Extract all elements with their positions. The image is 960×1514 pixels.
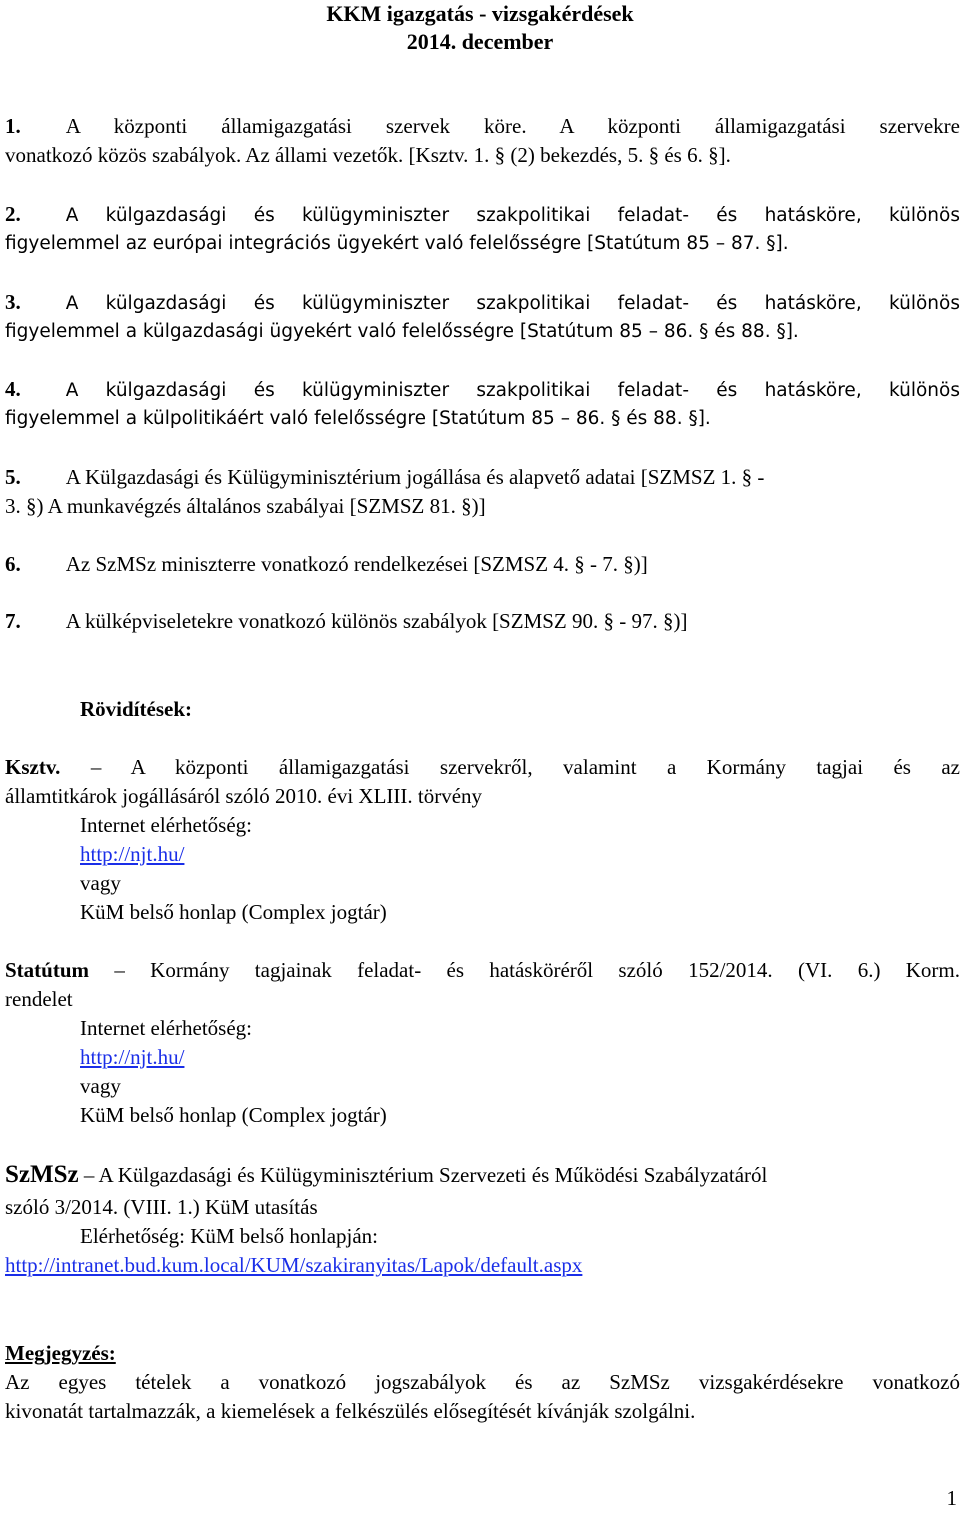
question-5-line-1 xyxy=(5,463,764,492)
question-text: Az SzMSz miniszterre vonatkozó rendelkezései [SZMSZ 4. § - 7. §)] xyxy=(65,552,648,576)
question-number: 7. xyxy=(5,609,21,633)
statutum-access-label: Internet elérhetőség: xyxy=(80,1016,252,1040)
document-title: KKM igazgatás - vizsgakérdések xyxy=(326,1,634,26)
szmsz-term: SzMSz xyxy=(5,1161,79,1188)
ksztv-or: vagy xyxy=(80,871,121,895)
question-number: 3. xyxy=(5,290,21,314)
question-4-line-2: figyelemmel a külpolitikáért való felelősségre [Statútum 85 – 86. § és 88. §]. xyxy=(5,408,711,429)
statutum-or: vagy xyxy=(80,1074,121,1098)
question-number: 1. xyxy=(5,114,21,138)
note-text-1: Az egyes tételek a vonatkozó jogszabályok és az SzMSz vizsgakérdésekre vonatkozó xyxy=(5,1370,960,1394)
note-line-1 xyxy=(5,1368,960,1397)
question-1-line-1 xyxy=(5,112,960,141)
szmsz-link[interactable]: http://intranet.bud.kum.local/KUM/szakiranyitas/Lapok/default.aspx xyxy=(5,1253,583,1277)
ksztv-link[interactable]: http://njt.hu/ xyxy=(80,842,185,866)
question-2-line-1 xyxy=(5,200,960,230)
statutum-line-2: rendelet xyxy=(5,987,73,1011)
question-number: 2. xyxy=(5,202,21,226)
statutum-link[interactable]: http://njt.hu/ xyxy=(80,1045,185,1069)
question-6-line-1 xyxy=(5,550,648,579)
question-text: A Külgazdasági és Külügyminisztérium jogállása és alapvető adatai [SZMSZ 1. § - xyxy=(65,465,765,489)
statutum-term: Statútum xyxy=(5,958,90,982)
question-4-line-1 xyxy=(5,375,960,405)
statutum-description: – Kormány tagjainak feladat- és hatásköréről szóló 152/2014. (VI. 6.) Korm. xyxy=(114,958,960,982)
question-3-line-1 xyxy=(5,288,960,318)
question-2-line-2: figyelemmel az európai integrációs ügyekért való felelősségre [Statútum 85 – 87. §]. xyxy=(5,233,789,254)
ksztv-line-1 xyxy=(5,753,960,782)
question-number: 6. xyxy=(5,552,21,576)
szmsz-access-label: Elérhetőség: KüM belső honlapján: xyxy=(80,1224,379,1248)
question-5-line-2: 3. §) A munkavégzés általános szabályai [SZMSZ 81. §)] xyxy=(5,494,486,518)
question-1-line-2: vonatkozó közös szabályok. Az állami vezetők. [Ksztv. 1. § (2) bekezdés, 5. § és 6. §]. xyxy=(5,143,731,167)
question-3-line-2: figyelemmel a külgazdasági ügyekért való felelősségre [Statútum 85 – 86. § és 88. §]. xyxy=(5,321,799,342)
question-text: A központi államigazgatási szervek köre. A központi államigazgatási szervekre xyxy=(65,114,960,138)
question-number: 5. xyxy=(5,465,21,489)
question-7-line-1 xyxy=(5,607,687,636)
szmsz-line-2: szóló 3/2014. (VIII. 1.) KüM utasítás xyxy=(5,1195,318,1219)
page-number: 1 xyxy=(946,1486,957,1510)
ksztv-term: Ksztv. xyxy=(5,755,61,779)
szmsz-description: – A Külgazdasági és Külügyminisztérium Szervezeti és Működési Szabályzatáról xyxy=(83,1163,768,1187)
statutum-alt-source: KüM belső honlap (Complex jogtár) xyxy=(80,1103,387,1127)
document-date: 2014. december xyxy=(406,29,554,54)
abbreviations-heading: Rövidítések: xyxy=(80,697,192,721)
question-text: A külgazdasági és külügyminiszter szakpolitikai feladat- és hatásköre, különös xyxy=(65,380,960,401)
statutum-line-1 xyxy=(5,956,960,985)
question-text: A külképviseletekre vonatkozó különös szabályok [SZMSZ 90. § - 97. §)] xyxy=(65,609,688,633)
question-text: A külgazdasági és külügyminiszter szakpolitikai feladat- és hatásköre, különös xyxy=(65,293,960,314)
question-number: 4. xyxy=(5,377,21,401)
ksztv-alt-source: KüM belső honlap (Complex jogtár) xyxy=(80,900,387,924)
ksztv-description: – A központi államigazgatási szervekről, valamint a Kormány tagjai és az xyxy=(90,755,960,779)
ksztv-access-label: Internet elérhetőség: xyxy=(80,813,252,837)
szmsz-line-1 xyxy=(5,1160,767,1190)
note-line-2: kivonatát tartalmazzák, a kiemelések a felkészülés elősegítését kívánják szolgálni. xyxy=(5,1399,696,1423)
question-text: A külgazdasági és külügyminiszter szakpolitikai feladat- és hatásköre, különös xyxy=(65,205,960,226)
note-heading: Megjegyzés: xyxy=(5,1341,116,1365)
ksztv-line-2: államtitkárok jogállásáról szóló 2010. évi XLIII. törvény xyxy=(5,784,483,808)
